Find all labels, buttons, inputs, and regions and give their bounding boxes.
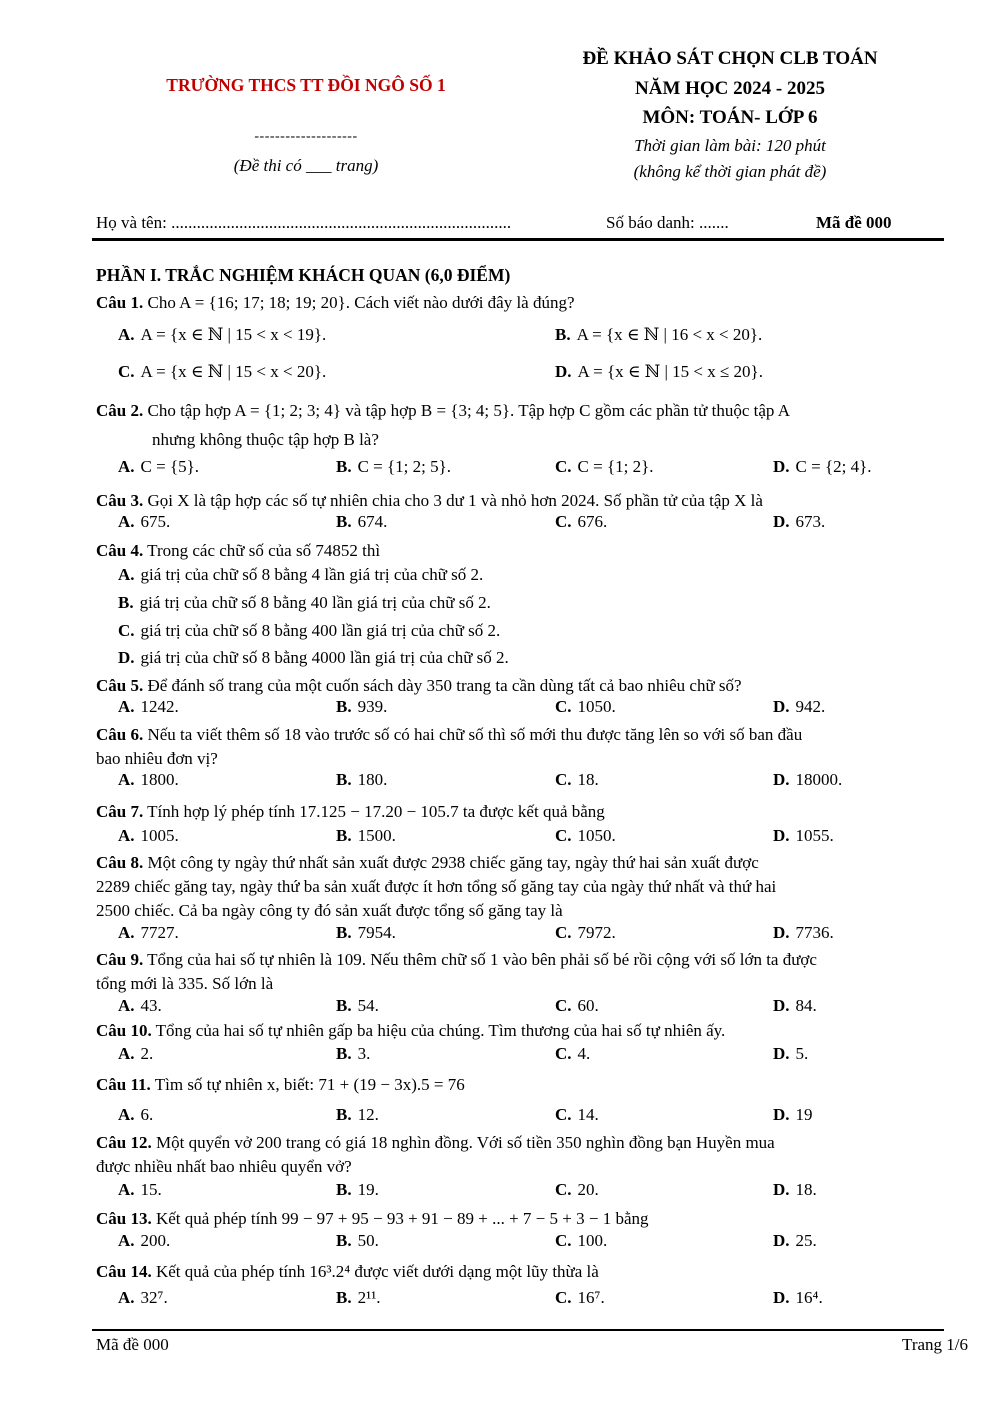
option-letter: B. [336,697,352,716]
option-text: 674. [357,512,388,531]
option-letter: D. [773,1044,790,1063]
answer-option[interactable] [118,996,162,1016]
answer-option[interactable] [555,697,616,717]
answer-option[interactable] [773,826,834,846]
option-letter: B. [336,512,352,531]
option-text: 3. [357,1044,371,1063]
option-letter: B. [336,1231,352,1250]
question-text: Cho tập hợp A = {1; 2; 3; 4} và tập hợp B = {3; 4; 5}. Tập hợp C gồm các phần tử thuộc tập A [143,401,790,420]
question-number: Câu 14. [96,1262,152,1281]
school-name: TRƯỜNG THCS TT ĐỒI NGÔ SỐ 1 [166,75,446,95]
answer-option[interactable] [555,512,607,532]
duration-note: (không kể thời gian phát đề) [633,162,827,181]
answer-option[interactable] [555,457,654,477]
option-letter: D. [773,996,790,1015]
answer-option[interactable] [555,1231,607,1251]
answer-option[interactable] [555,362,763,382]
option-text: 25. [795,1231,817,1250]
option-text: 1055. [795,826,834,845]
option-letter: C. [555,512,572,531]
option-text: 15. [140,1180,162,1199]
option-text: A = {x ∈ ℕ | 15 < x ≤ 20}. [577,362,763,381]
question-text: Trong các chữ số của số 74852 thì [143,541,381,560]
option-letter: C. [118,621,135,640]
option-letter: A. [118,770,135,789]
option-letter: A. [118,325,135,344]
option-text: 14. [577,1105,599,1124]
answer-option[interactable] [773,1044,808,1064]
option-letter: B. [336,1105,352,1124]
option-letter: A. [118,697,135,716]
part-title: PHẦN I. TRẮC NGHIỆM KHÁCH QUAN (6,0 ĐIỂM) [96,265,511,285]
question-number: Câu 13. [96,1209,152,1228]
option-letter: A. [118,996,135,1015]
option-letter: A. [118,826,135,845]
question-number: Câu 9. [96,950,144,969]
option-letter: C. [555,1288,572,1307]
option-letter: A. [118,1180,135,1199]
footer-divider [92,1329,944,1331]
answer-option[interactable] [555,996,599,1016]
question-text: Tổng của hai số tự nhiên là 109. Nếu thêm chữ số 1 vào bên phải số bé rồi cộng với số lớn ta được [143,950,817,969]
answer-option[interactable] [336,1231,379,1251]
option-letter: B. [336,1288,352,1307]
question-number: Câu 5. [96,676,144,695]
option-letter: A. [118,457,135,476]
answer-option[interactable] [336,996,379,1016]
option-letter: D. [773,770,790,789]
option-text: 7972. [577,923,616,942]
question-number: Câu 2. [96,401,144,420]
school-year: NĂM HỌC 2024 - 2025 [635,78,825,99]
question-text: Để đánh số trang của một cuốn sách dày 350 trang ta cần dùng tất cả bao nhiêu chữ số? [143,676,742,695]
option-text: 54. [357,996,379,1015]
question-text: Tính hợp lý phép tính 17.125 − 17.20 − 105.7 ta được kết quả bằng [143,802,605,821]
option-text: 16⁷. [577,1288,605,1307]
answer-option[interactable] [555,770,599,790]
answer-option[interactable] [773,512,825,532]
answer-option[interactable] [118,1105,153,1125]
option-letter: B. [555,325,571,344]
answer-option[interactable] [118,923,179,943]
option-text: 1242. [140,697,179,716]
question-text: Kết quả của phép tính 16³.2⁴ được viết dưới dạng một lũy thừa là [151,1262,599,1281]
exam-code: Mã đề 000 [816,213,892,232]
option-text: 60. [577,996,599,1015]
answer-option[interactable] [118,593,491,613]
option-text: 1050. [577,826,616,845]
option-text: A = {x ∈ ℕ | 15 < x < 19}. [140,325,327,344]
answer-option[interactable] [118,565,483,585]
option-letter: A. [118,1105,135,1124]
option-text: 676. [577,512,608,531]
option-letter: C. [555,1231,572,1250]
question-text: Nếu ta viết thêm số 18 vào trước số có hai chữ số thì số mới thu được tăng lên so với số ban đầu [143,725,803,744]
option-letter: C. [555,1180,572,1199]
option-letter: B. [118,593,134,612]
question-number: Câu 6. [96,725,144,744]
option-text: 19. [357,1180,379,1199]
page-count-note: (Đề thi có ___ trang) [233,156,379,175]
option-text: giá trị của chữ số 8 bằng 4000 lần giá trị của chữ số 2. [140,648,509,667]
question-stem [96,852,946,874]
question-number: Câu 8. [96,853,144,872]
option-text: 1005. [140,826,179,845]
option-text: C = {2; 4}. [795,457,872,476]
footer-page-number: Trang 1/6 [902,1335,968,1354]
option-text: 5. [795,1044,809,1063]
option-letter: A. [118,565,135,584]
option-text: 32⁷. [140,1288,168,1307]
option-letter: C. [555,697,572,716]
option-text: A = {x ∈ ℕ | 15 < x < 20}. [140,362,327,381]
answer-option[interactable] [118,1231,170,1251]
option-letter: B. [336,1180,352,1199]
question-stem [96,801,946,823]
question-stem [96,292,946,314]
question-stem [96,1132,946,1154]
option-text: 19 [795,1105,813,1124]
question-number: Câu 1. [96,293,144,312]
option-text: 18000. [795,770,843,789]
option-letter: A. [118,1231,135,1250]
option-text: giá trị của chữ số 8 bằng 4 lần giá trị của chữ số 2. [140,565,484,584]
answer-option[interactable] [336,1180,379,1200]
question-stem [96,949,946,971]
question-number: Câu 7. [96,802,144,821]
option-text: 18. [577,770,599,789]
option-text: 16⁴. [795,1288,823,1307]
option-letter: C. [118,362,135,381]
question-stem [96,1208,946,1230]
duration: Thời gian làm bài: 120 phút [634,136,826,155]
answer-option[interactable] [118,826,179,846]
option-letter: D. [773,512,790,531]
option-letter: D. [773,697,790,716]
option-text: 100. [577,1231,608,1250]
option-text: 1500. [357,826,396,845]
option-text: 200. [140,1231,171,1250]
option-text: 675. [140,512,171,531]
answer-option[interactable] [118,770,179,790]
option-letter: A. [118,1288,135,1307]
answer-option[interactable] [773,996,817,1016]
option-letter: D. [773,457,790,476]
answer-option[interactable] [773,1288,823,1308]
question-text: Một công ty ngày thứ nhất sản xuất được 2938 chiếc găng tay, ngày thứ hai sản xuất được [143,853,759,872]
option-text: 1050. [577,697,616,716]
option-letter: D. [773,1180,790,1199]
answer-option[interactable] [336,512,387,532]
option-text: 939. [357,697,388,716]
question-stem-continued: nhưng không thuộc tập hợp B là? [152,430,379,449]
option-letter: C. [555,1105,572,1124]
option-text: giá trị của chữ số 8 bằng 40 lần giá trị của chữ số 2. [139,593,491,612]
question-stem [96,490,946,512]
answer-option[interactable] [336,1105,379,1125]
question-text: Kết quả phép tính 99 − 97 + 95 − 93 + 91 − 89 + ... + 7 − 5 + 3 − 1 bằng [151,1209,649,1228]
option-letter: C. [555,457,572,476]
answer-option[interactable] [118,512,170,532]
question-text: Tìm số tự nhiên x, biết: 71 + (19 − 3x).5 = 76 [150,1075,465,1094]
option-text: 43. [140,996,162,1015]
option-text: 2. [140,1044,154,1063]
answer-option[interactable] [555,1288,605,1308]
option-text: 18. [795,1180,817,1199]
option-text: 1800. [140,770,179,789]
option-text: 942. [795,697,826,716]
question-stem [96,540,946,562]
option-letter: C. [555,923,572,942]
option-text: A = {x ∈ ℕ | 16 < x < 20}. [576,325,763,344]
answer-option[interactable] [773,923,834,943]
answer-option[interactable] [773,1105,813,1125]
question-stem [96,1261,946,1283]
question-stem [96,724,946,746]
question-text: Một quyển vở 200 trang có giá 18 nghìn đồng. Với số tiền 350 nghìn đồng bạn Huyền mua [151,1133,775,1152]
question-stem-continued: 2500 chiếc. Cả ba ngày công ty đó sản xuất được tổng số găng tay là [96,901,563,920]
question-text: Gọi X là tập hợp các số tự nhiên chia cho 3 dư 1 và nhỏ hơn 2024. Số phần tử của tập X là [143,491,763,510]
answer-option[interactable] [118,1044,153,1064]
answer-option[interactable] [118,457,199,477]
option-letter: B. [336,457,352,476]
answer-option[interactable] [118,1288,168,1308]
option-text: 7736. [795,923,834,942]
option-letter: D. [773,826,790,845]
answer-option[interactable] [118,362,326,382]
answer-option[interactable] [555,1180,599,1200]
header-dashes: -------------------- [254,129,358,144]
subject: MÔN: TOÁN- LỚP 6 [642,107,818,128]
answer-option[interactable] [336,770,387,790]
answer-option[interactable] [336,826,396,846]
option-letter: D. [555,362,572,381]
question-stem [96,1020,946,1042]
question-stem [96,400,946,422]
question-number: Câu 3. [96,491,144,510]
answer-option[interactable] [336,457,451,477]
option-letter: C. [555,770,572,789]
option-text: 4. [577,1044,591,1063]
option-text: C = {1; 2}. [577,457,654,476]
answer-option[interactable] [118,621,500,641]
answer-option[interactable] [118,697,179,717]
option-text: C = {1; 2; 5}. [357,457,452,476]
question-number: Câu 10. [96,1021,152,1040]
option-letter: D. [118,648,135,667]
option-letter: B. [336,770,352,789]
answer-option[interactable] [773,1231,817,1251]
option-letter: B. [336,923,352,942]
option-text: 6. [140,1105,154,1124]
option-letter: B. [336,826,352,845]
answer-option[interactable] [336,923,396,943]
option-text: C = {5}. [140,457,200,476]
question-number: Câu 12. [96,1133,152,1152]
option-letter: D. [773,1288,790,1307]
option-text: 12. [357,1105,379,1124]
exam-title: ĐỀ KHẢO SÁT CHỌN CLB TOÁN [582,48,878,69]
option-letter: C. [555,996,572,1015]
answer-option[interactable] [773,697,825,717]
question-stem [96,675,946,697]
answer-option[interactable] [555,826,616,846]
option-text: 2¹¹. [357,1288,381,1307]
option-text: 673. [795,512,826,531]
option-letter: C. [555,1044,572,1063]
option-text: 7727. [140,923,179,942]
option-letter: B. [336,1044,352,1063]
option-letter: A. [118,512,135,531]
option-letter: D. [773,1231,790,1250]
student-info-row [96,213,944,237]
answer-option[interactable] [336,1288,381,1308]
answer-option[interactable] [118,1180,162,1200]
candidate-number-field[interactable]: Số báo danh: ....... [606,213,729,232]
answer-option[interactable] [773,1180,817,1200]
option-letter: D. [773,923,790,942]
option-letter: A. [118,1044,135,1063]
option-text: 84. [795,996,817,1015]
answer-option[interactable] [336,1044,370,1064]
answer-option[interactable] [773,770,842,790]
question-number: Câu 11. [96,1075,151,1094]
option-letter: B. [336,996,352,1015]
option-text: 50. [357,1231,379,1250]
option-letter: A. [118,923,135,942]
footer-exam-code: Mã đề 000 [96,1335,169,1354]
option-text: 20. [577,1180,599,1199]
question-text: Cho A = {16; 17; 18; 19; 20}. Cách viết nào dưới đây là đúng? [143,293,575,312]
answer-option[interactable] [118,648,509,668]
name-field[interactable]: Họ và tên: ................................................................................ [96,213,512,232]
answer-option[interactable] [555,1044,590,1064]
header-divider [92,238,944,241]
answer-option[interactable] [118,325,326,345]
question-text: Tổng của hai số tự nhiên gấp ba hiệu của chúng. Tìm thương của hai số tự nhiên ấy. [151,1021,726,1040]
answer-option[interactable] [555,1105,599,1125]
answer-option[interactable] [336,697,387,717]
answer-option[interactable] [555,923,616,943]
option-text: 180. [357,770,388,789]
question-stem-continued: bao nhiêu đơn vị? [96,749,218,768]
option-letter: D. [773,1105,790,1124]
question-number: Câu 4. [96,541,144,560]
option-text: 7954. [357,923,396,942]
answer-option[interactable] [555,325,762,345]
question-stem [96,1074,946,1096]
answer-option[interactable] [773,457,872,477]
question-stem-continued: được nhiều nhất bao nhiêu quyển vở? [96,1157,352,1176]
question-stem-continued: 2289 chiếc găng tay, ngày thứ ba sản xuất được ít hơn tổng số găng tay của ngày thứ nhất và thứ hai [96,877,777,896]
option-text: giá trị của chữ số 8 bằng 400 lần giá trị của chữ số 2. [140,621,501,640]
option-letter: C. [555,826,572,845]
question-stem-continued: tổng mới là 335. Số lớn là [96,974,274,993]
